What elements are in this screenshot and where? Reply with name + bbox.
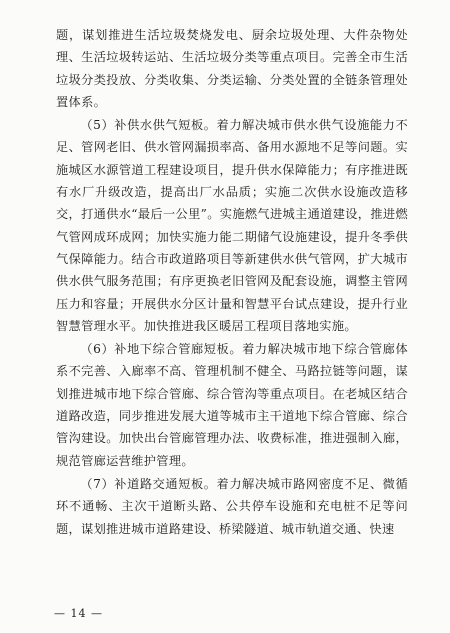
paragraph-utility-tunnel: （6）补地下综合管廊短板。着力解决城市地下综合管廊体系不完善、入廊率不高、管理机制不健全、马路拉链等问题，谋划推进城市地下综合管廊、综合管沟等重点项目。在老城区结合道路改造，同步推进发展大道等城市主干道地下综合管廊、综合管沟建设。加快出台管廊管理办法、收费标准，推进强制入廊，规范管廊运营维护管理。 (56, 342, 408, 468)
paragraph-waste-continuation: 题，谋划推进生活垃圾焚烧发电、厨余垃圾处理、大件杂物处理、生活垃圾转运站、生活垃圾分类等重点项目。完善全市生活垃圾分类投放、分类收集、分类运输、分类处置的全链条管理处置体系。 (56, 28, 408, 109)
paragraph-road-traffic: （7）补道路交通短板。着力解决城市路网密度不足、微循环不通畅、主次干道断头路、公共停车设施和充电桩不足等问题，谋划推进城市道路建设、桥梁隧道、城市轨道交通、快速 (56, 476, 408, 536)
page-number: — 14 — (54, 607, 103, 620)
paragraph-water-gas-supply: （5）补供水供气短板。着力解决城市供水供气设施能力不足、管网老旧、供水管网漏损率高、备用水源地不足等问题。实施城区水源管道工程建设项目，提升供水保障能力；有序推进既有水厂升级改造，提高出厂水品质；实施二次供水设施改造移交，打通供水“最后一公里”。实施燃气进城主通道建设，推进燃气管网成环成网；加快实施力能二期储气设施建设，提升冬季供气保障能力。结合市政道路项目等新建供水供气管网，扩大城市供水供气服务范围；有序更换老旧管网及配套设施，调整主管网压力和容量；开展供水分区计量和智慧平台试点建设，提升行业智慧管理水平。加快推进我区暖居工程项目落地实施。 (56, 118, 408, 333)
